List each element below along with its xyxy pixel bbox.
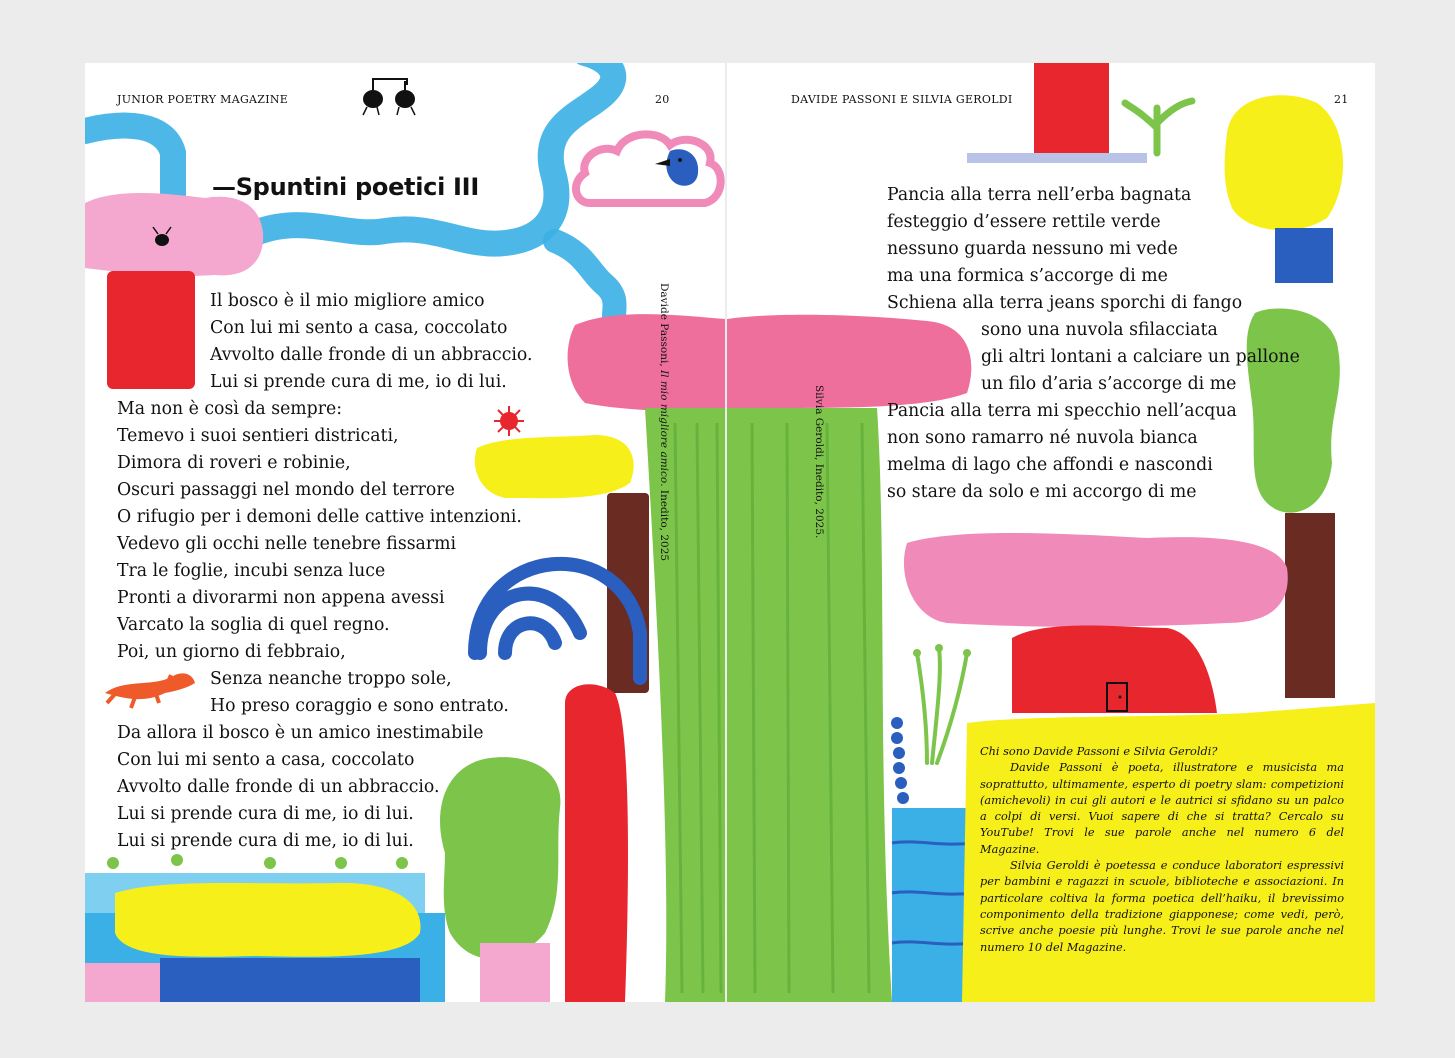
poem-credit: Silvia Geroldi, Inedito, 2025. bbox=[813, 385, 825, 539]
bio-geroldi: Silvia Geroldi è poetessa e conduce laboratori espressivi per bambini e ragazzi in scuole, biblioteche e associazioni. In particolare coltiva la forma poetica dell’haiku, il brevissimo componimento della tradizione giapponese; come vedi, però, scrive anche poesie più lunghe. Trovi le sue parole anche nel numero 10 del Magazine. bbox=[980, 859, 1344, 954]
authors-header: DAVIDE PASSONI E SILVIA GEROLDI bbox=[791, 93, 1013, 106]
music-notes-logo-icon bbox=[357, 75, 427, 119]
salamander-icon bbox=[105, 673, 195, 708]
poem-line: Oscuri passaggi nel mondo del terrore bbox=[117, 480, 455, 500]
caterpillar-icon bbox=[891, 717, 909, 804]
poem-line: Avvolto dalle fronde di un abbraccio. bbox=[117, 777, 440, 797]
poem-line: Lui si prende cura di me, io di lui. bbox=[210, 372, 507, 392]
magazine-title: JUNIOR POETRY MAGAZINE bbox=[117, 93, 289, 106]
poem-line: nessuno guarda nessuno mi vede bbox=[887, 239, 1178, 259]
sprout-icon bbox=[1125, 101, 1192, 153]
poem-line: Con lui mi sento a casa, coccolato bbox=[210, 318, 508, 338]
poem-line: Avvolto dalle fronde di un abbraccio. bbox=[210, 345, 533, 365]
poem-line: Ho preso coraggio e sono entrato. bbox=[210, 696, 509, 716]
poem-line: sono una nuvola sfilacciata bbox=[981, 320, 1218, 340]
poem-line: gli altri lontani a calciare un pallone bbox=[981, 347, 1300, 367]
poem-line: ma una formica s’accorge di me bbox=[887, 266, 1168, 286]
dots-decoration bbox=[107, 854, 408, 869]
poem-line: O rifugio per i demoni delle cattive intenzioni. bbox=[117, 507, 522, 527]
right-page bbox=[727, 63, 1375, 1002]
poem-line: Pancia alla terra nell’erba bagnata bbox=[887, 185, 1192, 205]
poem-line: so stare da solo e mi accorgo di me bbox=[887, 482, 1197, 502]
authors-bio bbox=[980, 744, 1344, 956]
poem-line: Temevo i suoi sentieri districati, bbox=[117, 426, 399, 446]
poem-line: Da allora il bosco è un amico inestimabile bbox=[117, 723, 484, 743]
poem-line: Pronti a divorarmi non appena avessi bbox=[117, 588, 445, 608]
poem-line: Schiena alla terra jeans sporchi di fango bbox=[887, 293, 1243, 313]
poem-line: Con lui mi sento a casa, coccolato bbox=[117, 750, 415, 770]
poem-line: Pancia alla terra mi specchio nell’acqua bbox=[887, 401, 1237, 421]
poem-line: Dimora di roveri e robinie, bbox=[117, 453, 351, 473]
poem-line: Ma non è così da sempre: bbox=[117, 399, 343, 419]
left-page-illustration bbox=[85, 63, 725, 1002]
page-number: 20 bbox=[655, 93, 670, 106]
poem-line: un filo d’aria s’accorge di me bbox=[981, 374, 1237, 394]
poem-line: Tra le foglie, incubi senza luce bbox=[117, 561, 386, 581]
bio-question: Chi sono Davide Passoni e Silvia Geroldi? bbox=[980, 745, 1218, 758]
poem-credit: Davide Passoni, Il mio migliore amico. Inedito, 2025 bbox=[658, 283, 670, 562]
poem-line: Senza neanche troppo sole, bbox=[210, 669, 452, 689]
poem-line: Il bosco è il mio migliore amico bbox=[210, 291, 485, 311]
poem-line: Lui si prende cura di me, io di lui. bbox=[117, 804, 414, 824]
poem-line: Vedevo gli occhi nelle tenebre fissarmi bbox=[117, 534, 457, 554]
page-number: 21 bbox=[1334, 93, 1349, 106]
poem-line: festeggio d’essere rettile verde bbox=[887, 212, 1161, 232]
poem-line: Poi, un giorno di febbraio, bbox=[117, 642, 346, 662]
flower-icon bbox=[494, 406, 524, 436]
poem-line: Varcato la soglia di quel regno. bbox=[117, 615, 390, 635]
poem-line: melma di lago che affondi e nascondi bbox=[887, 455, 1213, 475]
article-title: —Spuntini poetici III bbox=[212, 173, 479, 201]
bio-passoni: Davide Passoni è poeta, illustratore e musicista ma soprattutto, ultimamente, esperto di poetry slam: competizioni (amichevoli) in cui gli autori e le autrici si sfidano su un palco a colpi di versi. Vuoi sapere di che si tratta? Cercalo su YouTube! Trovi le sue parole anche nel numero 6 del Magazine. bbox=[980, 761, 1344, 856]
poem-line: non sono ramarro né nuvola bianca bbox=[887, 428, 1198, 448]
left-page bbox=[85, 63, 725, 1002]
poem-line: Lui si prende cura di me, io di lui. bbox=[117, 831, 414, 851]
